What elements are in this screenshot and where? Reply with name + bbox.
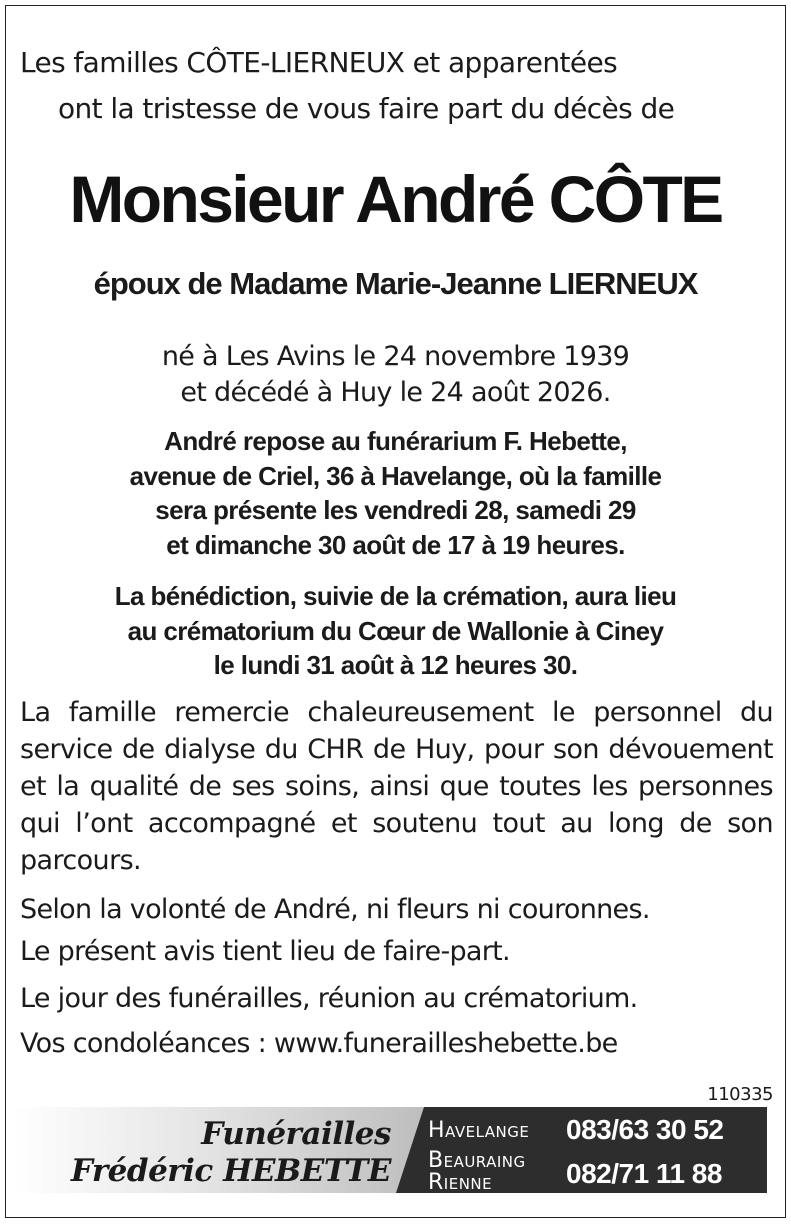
phone-beauraing: 082/71 11 88 [566,1158,722,1189]
funerarium-line: sera présente les vendredi 28, samedi 29 [155,495,636,525]
funerarium-line: avenue de Criel, 36 à Havelange, où la famille [129,460,662,491]
ceremony-block [6,579,785,683]
ceremony-line: La bénédiction, suivie de la crémation, aura lieu [114,581,677,611]
obituary-notice [5,5,786,1218]
condolences-line: Vos condoléances : www.funerailleshebette.be [20,1028,618,1059]
notice-line: Le présent avis tient lieu de faire-part. [20,936,510,967]
flowers-line: Selon la volonté de André, ni fleurs ni couronnes. [20,894,650,925]
meeting-line: Le jour des funérailles, réunion au crématorium. [20,983,638,1014]
phone-havelange: 083/63 30 52 [566,1114,724,1145]
dates-block [6,339,785,411]
intro-line-2: ont la tristesse de vous faire part du décès de [58,92,675,125]
deceased-name: Monsieur André CÔTE [69,162,722,236]
birth-line: né à Les Avins le 24 novembre 1939 [161,341,630,372]
ceremony-line: au crématorium du Cœur de Wallonie à Ciney [127,615,664,646]
city-beauraing: Beauraing [428,1148,526,1173]
city-rienne: Rienne [428,1170,493,1195]
reference-number: 110335 [707,1084,773,1105]
funerarium-block [6,424,785,562]
ceremony-line: le lundi 31 août à 12 heures 30. [213,650,578,680]
death-line: et décédé à Huy le 24 août 2026. [180,377,611,408]
spouse-line: époux de Madame Marie-Jeanne LIERNEUX [93,266,698,301]
city-havelange: Havelange [428,1118,530,1143]
brand-line-1: Funérailles [201,1116,391,1152]
funerarium-line: André repose au funérarium F. Hebette, [164,426,627,456]
brand-line-2: Frédéric HEBETTE [70,1153,391,1189]
intro-line-1: Les familles CÔTE-LIERNEUX et apparentées [20,46,618,79]
funerarium-line: et dimanche 30 août de 17 à 19 heures. [166,529,625,560]
thanks-paragraph: La famille remercie chaleureusement le personnel du service de dialyse du CHR de Huy, pour son dévouement et la qualité de ses soins, ainsi que toutes les personnes qui l’ont accompagné et soutenu tout au long de son parcours. [20,697,773,876]
